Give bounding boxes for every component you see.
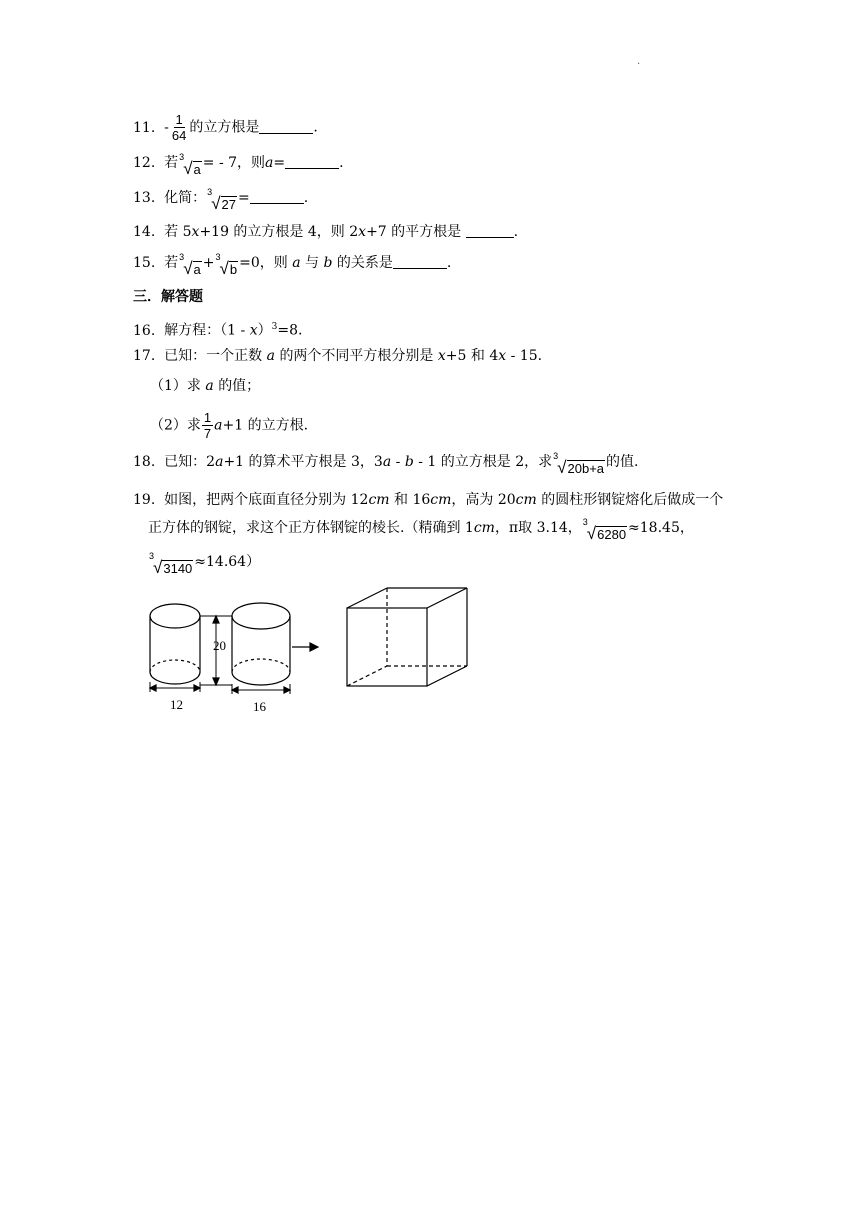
height-label-20: 20 xyxy=(213,638,226,653)
small-cylinder xyxy=(150,604,200,692)
cube-root: 3 √ a xyxy=(179,152,201,178)
answer-blank[interactable] xyxy=(285,154,339,169)
question-17-part-1: （1）求 a 的值； xyxy=(150,378,261,394)
cube xyxy=(347,588,467,686)
question-15: 15. 若 3 √ a + 3 √ b =0，则 a 与 b 的关系是 . xyxy=(133,252,452,278)
cube-root: 3 √ 3140 xyxy=(149,551,193,577)
cube-root: 3 √ 6280 xyxy=(582,517,627,543)
question-17: 17. 已知：一个正数 a 的两个不同平方根分别是 x+5 和 4x - 15. xyxy=(133,348,543,364)
question-11: 11. - $\frac{1}{64}$ 的立方根是 . xyxy=(133,112,318,143)
diameter-label-16: 16 xyxy=(253,699,266,714)
fraction: $\frac{1}{7}$ xyxy=(203,410,212,441)
page-mark: . xyxy=(637,56,641,67)
cylinders-to-cube-figure xyxy=(140,580,480,720)
cube-root: 3 √ 27 xyxy=(207,187,236,213)
question-18: 18. 已知：2a+1 的算术平方根是 3，3a - b - 1 的立方根是 2，求 3 √ 20b+a 的值. xyxy=(133,451,639,477)
cube-root: 3 √ 20b+a xyxy=(553,451,605,477)
transform-arrow xyxy=(292,643,318,651)
cube-root: 3 √ a xyxy=(179,252,201,278)
question-17-part-2: （2）求 $\frac{1}{7}$ a+1 的立方根. xyxy=(150,410,309,441)
answer-blank[interactable] xyxy=(393,254,447,269)
fraction: $\frac{1}{64}$ xyxy=(171,112,187,143)
answer-blank[interactable] xyxy=(259,119,313,134)
cube-root: 3 √ b xyxy=(215,252,238,278)
question-19-line-2: 正方体的钢锭，求这个正方体钢锭的棱长.（精确到 1cm，π取 3.14， 3 √ 6280 ≈18.45， xyxy=(148,517,694,543)
answer-blank[interactable] xyxy=(250,189,304,204)
question-19-line-3: 3 √ 3140 ≈14.64） xyxy=(149,551,261,577)
answer-blank[interactable] xyxy=(466,223,514,238)
question-13: 13. 化简： 3 √ 27 = . xyxy=(133,187,309,213)
diameter-label-12: 12 xyxy=(170,697,183,712)
question-19: 19. 如图，把两个底面直径分别为 12cm 和 16cm，高为 20cm 的圆柱形钢锭熔化后做成一个 xyxy=(133,492,724,508)
large-cylinder xyxy=(232,603,290,694)
section-heading: 三．解答题 xyxy=(133,289,203,305)
question-14: 14. 若 5x+19 的立方根是 4，则 2x+7 的平方根是 . xyxy=(133,224,519,240)
question-12: 12. 若 3 √ a = - 7，则a= . xyxy=(133,152,344,178)
question-16: 16. 解方程：（1 - x）$^3$=8. xyxy=(133,322,303,339)
